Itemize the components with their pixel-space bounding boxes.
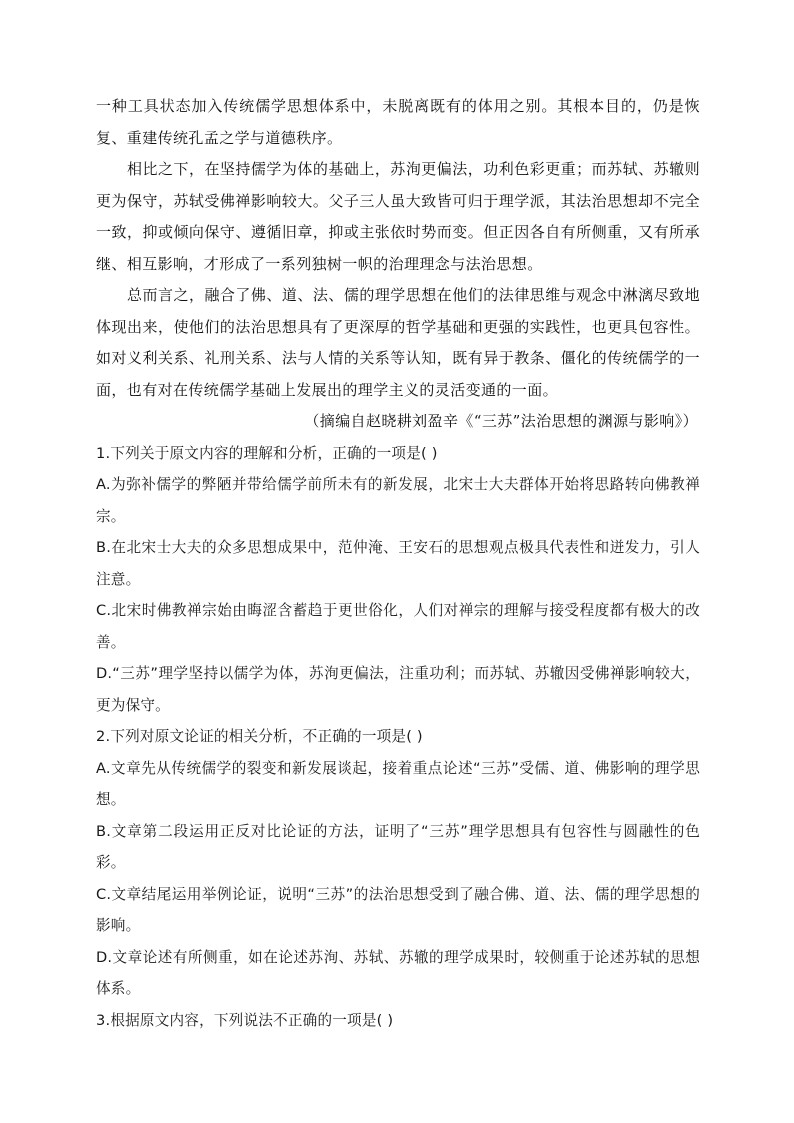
question-1-option-d: D.“三苏”理学坚持以儒学为体，苏洵更偏法，注重功利；而苏轼、苏辙因受佛禅影响较大，更为保守。 [96,665,700,714]
question-3 [96,1005,700,1037]
question-1-option-a: A.为弥补儒学的弊陋并带给儒学前所未有的新发展，北宋士大夫群体开始将思路转向佛教禅宗。 [96,476,700,525]
question-2 [96,721,700,1005]
question-2-stem: 2.下列对原文论证的相关分析，不正确的一项是( ) [96,728,423,745]
question-2-option-c: C.文章结尾运用举例论证，说明“三苏”的法治思想受到了融合佛、道、法、儒的理学思想的影响。 [96,885,700,934]
passage-paragraph-1: 一种工具状态加入传统儒学思想体系中，未脱离既有的体用之别。其根本目的，仍是恢复、重建传统孔孟之学与道德秩序。 [96,97,700,147]
passage-paragraph-2: 相比之下，在坚持儒学为体的基础上，苏洵更偏法，功利色彩更重；而苏轼、苏辙则更为保守，苏轼受佛禅影响较大。父子三人虽大致皆可归于理学派，其法治思想却不完全一致，抑或倾向保守、遵循旧章，抑或主张依时势而变。但正因各自有所侧重，又有所承继、相互影响，才形成了一系列独树一帜的治理理念与法治思想。 [96,160,700,273]
question-1-stem: 1.下列关于原文内容的理解和分析，正确的一项是( ) [96,444,438,462]
passage-source-citation: （摘编自赵晓耕刘盈辛《“三苏”法治思想的渊源与影响》） [304,412,698,430]
question-2-option-b: B.文章第二段运用正反对比论证的方法，证明了“三苏”理学思想具有包容性与圆融性的色彩。 [96,822,700,871]
question-2-option-d: D.文章论述有所侧重，如在论述苏洵、苏轼、苏辙的理学成果时，较侧重于论述苏轼的思想体系。 [96,948,700,997]
reading-passage [96,91,700,438]
question-1 [96,438,700,722]
passage-paragraph-3: 总而言之，融合了佛、道、法、儒的理学思想在他们的法律思维与观念中淋漓尽致地体现出来，使他们的法治思想具有了更深厚的哲学基础和更强的实践性，也更具包容性。如对义利关系、礼刑关系、法与人情的关系等认知，既有异于教条、僵化的传统儒学的一面，也有对在传统儒学基础上发展出的理学主义的灵活变通的一面。 [96,286,700,399]
question-1-option-c: C.北宋时佛教禅宗始由晦涩含蓄趋于更世俗化，人们对禅宗的理解与接受程度都有极大的改善。 [96,602,700,651]
document-content [96,91,700,1036]
question-2-option-a: A.文章先从传统儒学的裂变和新发展谈起，接着重点论述“三苏”受儒、道、佛影响的理学思想。 [96,759,700,808]
question-1-option-b: B.在北宋士大夫的众多思想成果中，范仲淹、王安石的思想观点极具代表性和迸发力，引人注意。 [96,539,700,588]
question-3-stem: 3.根据原文内容，下列说法不正确的一项是( ) [96,1011,394,1029]
